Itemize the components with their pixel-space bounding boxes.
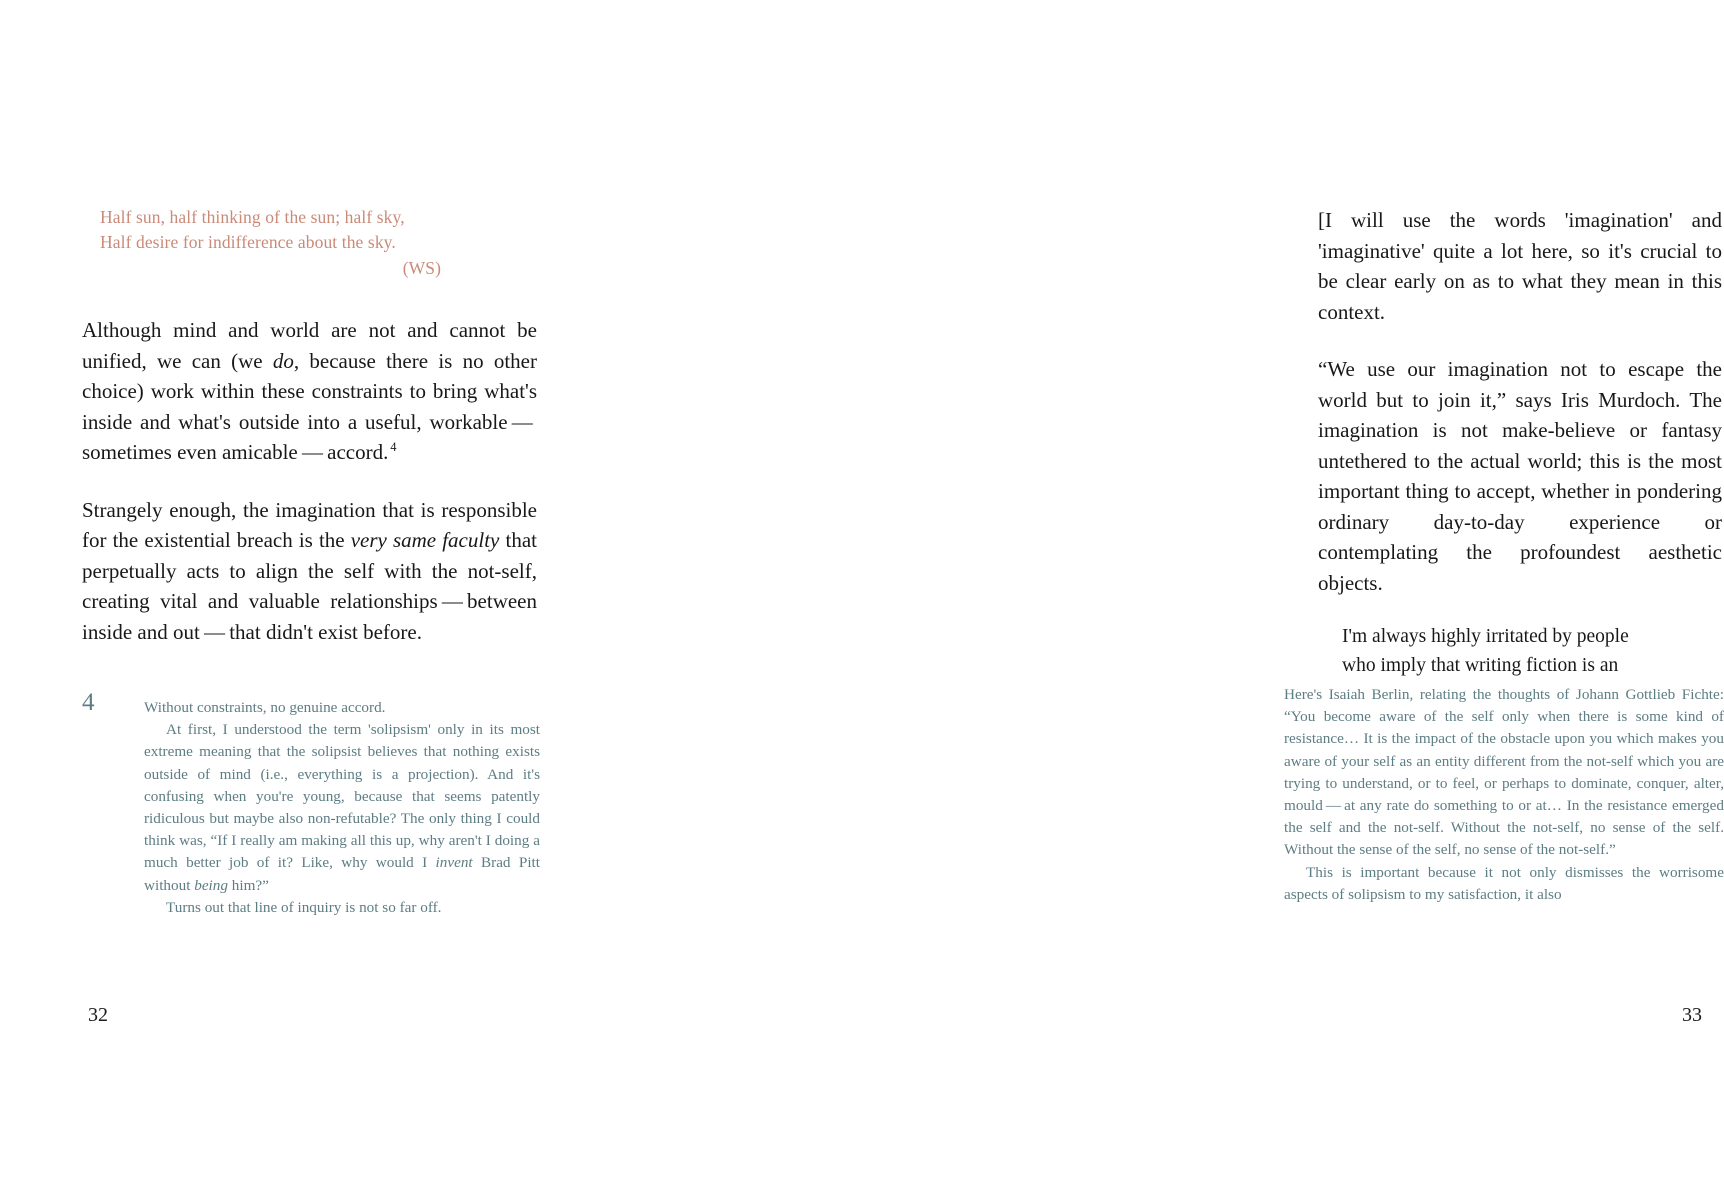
footnote-body [1284, 684, 1724, 906]
left-paragraph-1-emphasis: do [272, 348, 294, 373]
footnote-emphasis-invent: invent [435, 854, 473, 872]
left-page-footnote [82, 689, 540, 919]
right-footnote-paragraph-2: This is important because it not only dismisses the worrisome aspects of solipsism to my satisfaction, it also [1284, 863, 1724, 903]
footnote-paragraph-2-text-a: At first, I understood the term 'solipsism' only in its most extreme meaning that the solipsist believes that nothing exists outside of mind (i.e., everything is a projection). And it's confusing when you're young, because that seems patently ridiculous but maybe also non-refutable? The only thing I could think was, “If I really am making all this up, why aren't I doing a much better job of it? Like, why would I [144, 721, 540, 872]
footnote-paragraph-2-text-b: Brad Pitt without [144, 854, 540, 894]
footnote-body [144, 697, 540, 919]
footnote-paragraph-1: Without constraints, no genuine accord. [144, 699, 386, 716]
left-paragraph-1 [82, 315, 537, 468]
footnote-emphasis-being: being [194, 876, 228, 894]
footnote-paragraph-2 [144, 719, 540, 897]
footnote-paragraph-3: Turns out that line of inquiry is not so far off. [166, 898, 442, 916]
left-paragraph-2 [82, 495, 537, 648]
left-page-textblock [82, 205, 537, 647]
epigraph [100, 205, 537, 281]
page-number-left: 32 [88, 1004, 108, 1026]
pull-quote-line-1: I'm always highly irritated by people [1342, 626, 1629, 647]
pull-quote [1342, 622, 1722, 680]
pull-quote-line-2: who imply that writing fiction is an [1342, 655, 1619, 676]
left-paragraph-2-emphasis: very same faculty [350, 528, 500, 552]
epigraph-line-2: Half desire for indifference about the sky. [100, 232, 396, 252]
left-page [0, 0, 600, 1200]
right-paragraph-1: [I will use the words 'imagination' and 'imaginative' quite a lot here, so it's crucial to be clear early on as to what they mean in this context. [1318, 208, 1722, 324]
epigraph-line-1: Half sun, half thinking of the sun; half sky, [100, 207, 405, 227]
left-paragraph-1-text-a: Although mind and world are not and cannot be unified, we can (we [82, 318, 537, 373]
footnote-marker-4: 4 [82, 689, 95, 716]
left-paragraph-2-text-a: Strangely enough, the imagination that is responsible for the existential breach is the [82, 497, 537, 552]
footnote-paragraph-2-text-c: him?” [227, 876, 269, 894]
epigraph-attribution: (WS) [402, 258, 441, 278]
left-paragraph-1-text-b: , because there is no other choice) work within these constraints to bring what's inside and what's outside into a useful, workable — sometimes even amicable — accord. [82, 348, 537, 464]
right-page [600, 0, 1724, 1200]
left-paragraph-2-text-b: that perpetually acts to align the self with the not-self, creating vital and valuable relationships — between inside and out — that didn't exist before. [82, 528, 537, 644]
footnote-reference-4[interactable]: 4 [390, 440, 397, 454]
right-paragraph-2: “We use our imagination not to escape the world but to join it,” says Iris Murdoch. The imagination is not make-believe or fantasy untethered to the actual world; this is the most important thing to accept, whether in pondering ordinary day-to-day experience or contemplating the profoundest aesthetic objects. [1318, 357, 1722, 595]
right-page-footnote [1284, 684, 1724, 906]
page-number-right: 33 [1682, 1004, 1702, 1026]
right-footnote-paragraph-1: Here's Isaiah Berlin, relating the thoughts of Johann Gottlieb Fichte: “You become aware of the self only when there is some kind of resistance… It is the impact of the obstacle upon you which makes you aware of your self as an entity different from the not-self which you are trying to understand, or to feel, or perhaps to dominate, conquer, alter, mould — at any rate do something to or at… In the resistance emerged the self and the not-self. Without the not-self, no sense of the self. Without the sense of the self, no sense of the not-self.” [1284, 686, 1724, 859]
right-page-textblock [1318, 205, 1722, 680]
